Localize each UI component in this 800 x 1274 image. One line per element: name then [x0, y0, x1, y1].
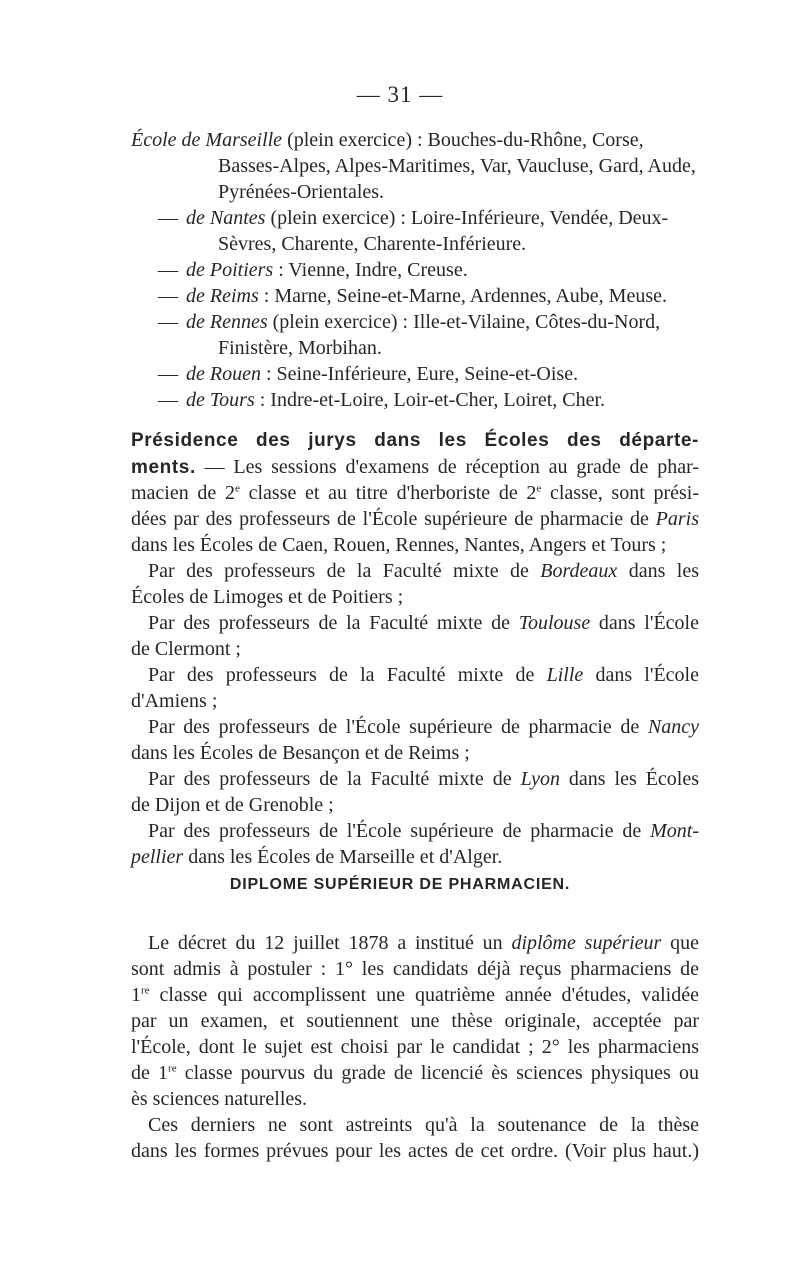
city-montpellier-cont: pellier [131, 846, 184, 868]
paragraph-line: ments. — Les sessions d'examens de réception au grade de phar- [131, 456, 699, 478]
paragraph-line: l'École, dont le sujet est choisi par le candidat ; 2° les pharmaciens [131, 1036, 699, 1058]
paragraph-line: par un examen, et soutiennent une thèse originale, acceptée par [131, 1010, 699, 1032]
school-name-poitiers: de Poitiers [186, 259, 274, 281]
dash-mark: — [158, 311, 178, 333]
paragraph-line: dées par des professeurs de l'École supérieure de pharmacie de Paris [131, 508, 699, 530]
paragraph-line: Par des professeurs de la Faculté mixte de Lyon dans les Écoles [148, 768, 700, 790]
dash-mark: — [158, 363, 178, 385]
section-title-continuation: ments. [131, 457, 196, 478]
city-montpellier: Mont- [650, 820, 699, 842]
school-marseille-line [131, 127, 644, 153]
continuation-line: Sèvres, Charente, Charente-Inférieure. [218, 233, 527, 255]
paragraph-line: de Clermont ; [131, 638, 241, 660]
school-name-rouen: de Rouen [186, 363, 261, 385]
section-title-presidency: Présidence des jurys dans les Écoles des départe- [131, 430, 699, 451]
school-rennes-line [158, 309, 660, 335]
school-departments: : Indre-et-Loire, Loir-et-Cher, Loiret, Cher. [254, 389, 606, 411]
continuation-line: Pyrénées-Orientales. [218, 181, 385, 203]
paragraph-line: ès sciences naturelles. [131, 1088, 308, 1110]
school-departments: (plein exercice) : Ille-et-Vilaine, Côtes-du-Nord, [267, 311, 661, 333]
section-heading-diploma: DIPLOME SUPÉRIEUR DE PHARMACIEN. [229, 876, 571, 893]
city-lille: Lille [546, 664, 584, 686]
paragraph-line: dans les Écoles de Besançon et de Reims ; [131, 742, 470, 764]
paragraph-line: macien de 2e classe et au titre d'herboriste de 2e classe, sont prési- [131, 482, 699, 504]
school-lead: École [131, 129, 177, 151]
dash-mark: — [158, 207, 178, 229]
school-departments: : Marne, Seine-et-Marne, Ardennes, Aube, Meuse. [258, 285, 667, 307]
continuation-line: Finistère, Morbihan. [218, 337, 382, 359]
paragraph-line: sont admis à postuler : 1° les candidats déjà reçus pharmaciens de [131, 958, 699, 980]
paragraph-line: Ces derniers ne sont astreints qu'à la soutenance de la thèse [148, 1114, 699, 1136]
school-name-nantes: de Nantes [186, 207, 266, 229]
paragraph-line: Par des professeurs de la Faculté mixte de Toulouse dans l'École [148, 612, 699, 634]
school-poitiers-line [158, 257, 468, 283]
city-nancy: Nancy [647, 716, 699, 738]
paragraph-line: Le décret du 12 juillet 1878 a institué un diplôme supérieur que [148, 932, 699, 954]
school-reims-line [158, 283, 667, 309]
paragraph-line: Par des professeurs de la Faculté mixte de Lille dans l'École [148, 664, 699, 686]
school-departments: (plein exercice) : Loire-Inférieure, Vendée, Deux- [265, 207, 669, 229]
school-nantes-line [158, 205, 668, 231]
city-paris: Paris [655, 508, 699, 530]
paragraph-line: d'Amiens ; [131, 690, 218, 712]
school-name-rennes: de Rennes [186, 311, 268, 333]
dash-mark: — [158, 259, 178, 281]
school-name-tours: de Tours [186, 389, 255, 411]
school-tours-line [158, 387, 605, 413]
school-name-reims: de Reims [186, 285, 259, 307]
diploma-term: diplôme supérieur [511, 932, 662, 954]
paragraph-line: Par des professeurs de la Faculté mixte de Bordeaux dans les [148, 560, 699, 582]
paragraph-line: Par des professeurs de l'École supérieure de pharmacie de Nancy [148, 716, 699, 738]
school-rouen-line [158, 361, 578, 387]
school-departments: (plein exercice) : Bouches-du-Rhône, Corse, [282, 129, 644, 151]
paragraph-line: Par des professeurs de l'École supérieure de pharmacie de Mont- [148, 820, 699, 842]
city-toulouse: Toulouse [518, 612, 591, 634]
city-lyon: Lyon [520, 768, 560, 790]
school-departments: : Seine-Inférieure, Eure, Seine-et-Oise. [260, 363, 579, 385]
paragraph-line: 1re classe qui accomplissent une quatrième année d'études, validée [131, 984, 699, 1006]
paragraph-line: pellier dans les Écoles de Marseille et d'Alger. [131, 846, 503, 868]
dash-mark: — [158, 389, 178, 411]
school-departments: : Vienne, Indre, Creuse. [273, 259, 468, 281]
page-number: — 31 — [356, 82, 444, 107]
paragraph-line: dans les formes prévues pour les actes de cet ordre. (Voir plus haut.) [131, 1140, 699, 1162]
school-name-marseille: de Marseille [181, 129, 283, 151]
dash-mark: — [158, 285, 178, 307]
paragraph-line: de Dijon et de Grenoble ; [131, 794, 334, 816]
paragraph-line: Écoles de Limoges et de Poitiers ; [131, 586, 404, 608]
paragraph-line: de 1re classe pourvus du grade de licencié ès sciences physiques ou [131, 1062, 699, 1084]
paragraph-line: dans les Écoles de Caen, Rouen, Rennes, Nantes, Angers et Tours ; [131, 534, 667, 556]
continuation-line: Basses-Alpes, Alpes-Maritimes, Var, Vaucluse, Gard, Aude, [218, 155, 696, 177]
city-bordeaux: Bordeaux [540, 560, 618, 582]
